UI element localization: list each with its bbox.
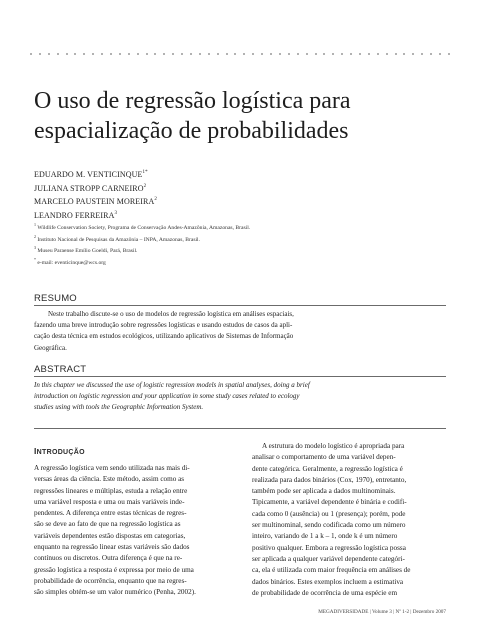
text-line: ser aplicada a qualquer variável dependente categóri- — [252, 554, 405, 563]
dot — [403, 53, 405, 55]
text-line: são se deve ao fato de que na regressão logística as — [34, 520, 181, 529]
dot — [154, 53, 156, 55]
dot — [48, 53, 50, 55]
dot — [181, 53, 183, 55]
dot — [315, 53, 317, 55]
dot — [226, 53, 228, 55]
dot — [252, 53, 254, 55]
text-line: regressões lineares e múltiplas, estuda a relação entre — [34, 486, 188, 495]
text-line: A regressão logística vem sendo utilizada nas mais di- — [34, 464, 190, 472]
dot — [439, 53, 441, 55]
affiliation: * e-mail: eventicinque@wcs.org — [34, 256, 106, 266]
dot — [110, 53, 112, 55]
dot — [270, 53, 272, 55]
dot — [421, 53, 423, 55]
dot — [386, 53, 388, 55]
text-line: cação desta técnica em estudos ecológicos, utilizando aplicativos de Sistemas de Informação — [34, 332, 294, 341]
dot — [92, 53, 94, 55]
affiliation: $^2$ Instituto Nacional de Pesquisas da Amazônia – INPA, Amazonas, Brasil. — [34, 233, 201, 243]
dot — [332, 53, 334, 55]
dot — [119, 53, 121, 55]
author-list — [34, 167, 157, 221]
text-line: variáveis dependentes estão dispostas em categorias, — [34, 531, 186, 540]
text-line: ser multinominal, sendo codificada como um número — [252, 521, 406, 530]
text-line: contínuos ou discretos. Outra diferença é que na re- — [34, 554, 183, 563]
text-line: são simples obtém-se um valor numérico (Penha, 2002). — [34, 588, 196, 597]
text-line: Neste trabalho discute-se o uso de modelos de regressão logística em análises espaciais, — [48, 310, 294, 318]
decorative-dotted-line — [30, 50, 450, 58]
dot — [323, 53, 325, 55]
author: LEANDRO FERREIRA$^3$ — [34, 210, 118, 220]
text-line: ca, ela é utilizada com maior frequência em análises de — [252, 566, 411, 575]
text-line: de probabilidade de ocorrência de uma espécie em — [252, 588, 398, 597]
text-line: realizada para dados binários (Cox, 1970), entretanto, — [252, 475, 407, 484]
dot — [30, 53, 32, 55]
text-line: Tipicamente, a variável dependente é binária e codifi- — [252, 498, 407, 507]
dot — [377, 53, 379, 55]
text-line: studies using with tools the Geographic Information System. — [34, 403, 204, 412]
dot — [341, 53, 343, 55]
text-line: probabilidade de ocorrência, enquanto que na regres- — [34, 576, 187, 585]
resumo-heading: RESUMO — [34, 293, 77, 304]
dot — [412, 53, 414, 55]
abstract-heading: ABSTRACT — [34, 364, 87, 375]
abstract-text — [34, 380, 446, 414]
affiliation: $^1$ Wildlife Conservation Society, Programa de Conservação Andes-Amazônia, Amazonas, Brasil. — [34, 222, 251, 231]
text-line: uma variável resposta e uma ou mais variáveis inde- — [34, 497, 185, 506]
text-line: cada como 0 (ausência) ou 1 (presença); porém, pode — [252, 509, 406, 518]
affiliation: $^3$ Museu Paraense Emílio Goeldi, Pará, Brasil. — [34, 245, 138, 255]
page-footer: MEGADIVERSIDADE | Volume 3 | Nº 1-2 | Dezembro 2007 — [318, 609, 446, 615]
text-line: analisar o comportamento de uma variável depen- — [252, 453, 396, 462]
dot — [359, 53, 361, 55]
dot — [83, 53, 85, 55]
text-line: positivo qualquer. Embora a regressão logística possa — [252, 543, 406, 552]
resumo-text — [34, 309, 446, 354]
resumo-rule — [34, 305, 446, 306]
right-column — [252, 441, 410, 599]
text-line: enquanto na regressão linear estas variáveis são dados — [34, 543, 190, 552]
abstract-rule — [34, 376, 446, 377]
author: JULIANA STROPP CARNEIRO$^2$ — [34, 183, 147, 193]
text-line: dados binários. Estes exemplos incluem a estimativa — [252, 577, 404, 586]
dot — [261, 53, 263, 55]
text-line: fazendo uma breve introdução sobre regressões logísticas e usando estudos de casos da apli- — [34, 321, 293, 330]
dot — [395, 53, 397, 55]
dot — [288, 53, 290, 55]
affiliation-list — [34, 221, 250, 267]
dot — [137, 53, 139, 55]
dot — [199, 53, 201, 55]
dot — [217, 53, 219, 55]
dot — [39, 53, 41, 55]
text-line: introduction on logistic regression and your application in some study cases related to ecology — [34, 392, 300, 401]
text-line: inteiro, variando de 1 a k – 1, onde k é um número — [252, 532, 398, 541]
dot — [448, 53, 450, 55]
dot — [297, 53, 299, 55]
dot — [172, 53, 174, 55]
dot — [101, 53, 103, 55]
dot — [350, 53, 352, 55]
text-line: dente categórica. Geralmente, a regressão logística é — [252, 464, 403, 473]
dot — [208, 53, 210, 55]
text-line: In this chapter we discussed the use of logistic regression models in spatial analyses, doing a brief — [34, 381, 310, 389]
text-line: também pode ser aplicada a dados multinominais. — [252, 487, 396, 496]
dot — [163, 53, 165, 55]
dot — [430, 53, 432, 55]
dot — [234, 53, 236, 55]
article-title — [34, 86, 454, 146]
text-line: versas áreas da ciência. Este método, assim como as — [34, 475, 185, 484]
dot — [306, 53, 308, 55]
dot — [190, 53, 192, 55]
dot — [243, 53, 245, 55]
text-line: gressão logística a resposta é expressa por meio de uma — [34, 565, 194, 574]
dot — [279, 53, 281, 55]
dot — [74, 53, 76, 55]
text-line: A estrutura do modelo logístico é apropriada para — [262, 442, 405, 450]
title-line: O uso de regressão logística para — [34, 88, 351, 114]
dot — [368, 53, 370, 55]
introduction-heading: INTRODUÇÃO — [34, 446, 85, 456]
dot — [128, 53, 130, 55]
dot — [57, 53, 59, 55]
author: EDUARDO M. $VENTICINQUE^{1*}$ — [34, 170, 148, 179]
left-column — [34, 463, 196, 599]
text-line: pendentes. A diferença entre estas técnicas de regres- — [34, 509, 187, 518]
dot — [66, 53, 68, 55]
dot — [146, 53, 148, 55]
body-top-rule — [34, 428, 446, 429]
text-line: Geográfica. — [34, 343, 67, 352]
title-line: espacialização de probabilidades — [34, 118, 349, 144]
author: MARCELO PAUSTEIN MOREIRA$^2$ — [34, 197, 157, 206]
